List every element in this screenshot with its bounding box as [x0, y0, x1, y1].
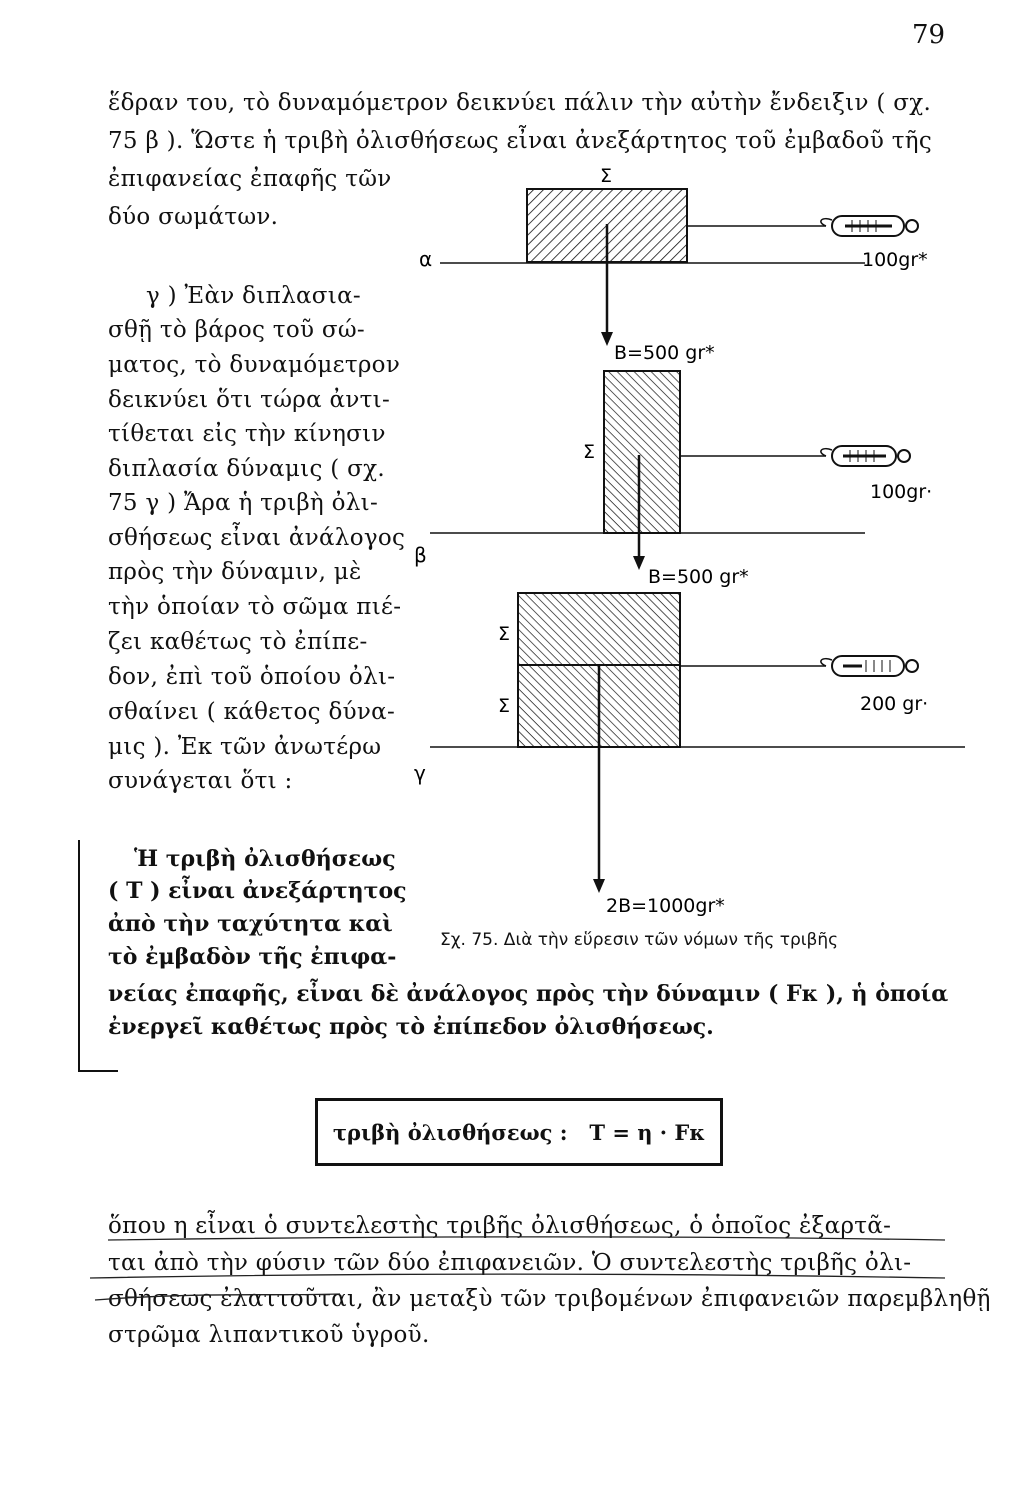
note-line: στρῶμα λιπαντικοῦ ὑγροῦ. — [108, 1322, 430, 1348]
figure-caption: Σχ. 75. Διὰ τὴν εὕρεσιν τῶν νόμων τῆς τριβῆς — [440, 930, 839, 950]
note-line: ται ἀπὸ τὴν φύσιν τῶν δύο ἐπιφανειῶν. Ὁ συντελεστὴς τριβῆς ὀλι- — [108, 1250, 912, 1276]
gamma-line: 75 γ ) Ἄρα ἡ τριβὴ ὀλι- — [108, 490, 379, 516]
gamma-line: σθήσεως εἶναι ἀνάλογος — [108, 525, 406, 551]
sigma-label-b: Σ — [583, 441, 596, 463]
gamma-line: δον, ἐπὶ τοῦ ὁποίου ὀλι- — [108, 664, 396, 690]
gamma-line: μις ). Ἐκ τῶν ἀνωτέρω — [108, 734, 382, 760]
intro-line: 75 β ). Ὥστε ἡ τριβὴ ὀλισθήσεως εἶναι ἀνεξάρτητος τοῦ ἐμβαδοῦ τῆς — [108, 128, 932, 154]
weight-label-b: B=500 gr* — [648, 566, 749, 588]
reading-c: 200 gr· — [860, 693, 929, 715]
weight-label-a: B=500 gr* — [614, 342, 715, 364]
sigma-label-a: Σ — [600, 165, 613, 187]
page-number: 79 — [912, 20, 946, 50]
reading-a: 100gr* — [862, 249, 928, 271]
label-alpha: α — [419, 247, 433, 271]
gamma-line: γ ) Ἐὰν διπλασια- — [146, 283, 361, 309]
gamma-line: σθῇ τὸ βάρος τοῦ σώ- — [108, 317, 366, 343]
gamma-line: δεικνύει ὅτι τώρα ἀντι- — [108, 387, 391, 413]
formula: τριβὴ ὀλισθήσεως : T = η · Fκ — [332, 1119, 706, 1145]
gamma-line: τίθεται εἰς τὴν κίνησιν — [108, 421, 386, 447]
law-line: τὸ ἐμβαδὸν τῆς ἐπιφα- — [108, 944, 397, 970]
label-beta: β — [414, 543, 427, 567]
note-line: σθήσεως ἐλαττοῦται, ἂν μεταξὺ τῶν τριβομένων ἐπιφανειῶν παρεμβληθῇ — [108, 1286, 991, 1312]
gamma-line: πρὸς τὴν δύναμιν, μὲ — [108, 559, 362, 585]
intro-line: δύο σωμάτων. — [108, 204, 279, 230]
gamma-line: σθαίνει ( κάθετος δύνα- — [108, 699, 396, 725]
note-line: ὅπου η εἶναι ὁ συντελεστὴς τριβῆς ὀλισθήσεως, ὁ ὁποῖος ἐξαρτᾶ- — [108, 1213, 892, 1239]
law-line: νείας ἐπαφῆς, εἶναι δὲ ἀνάλογος πρὸς τὴν δύναμιν ( Fκ ), ἡ ὁποία — [108, 981, 949, 1007]
gamma-line: συνάγεται ὅτι : — [108, 768, 293, 794]
reading-b: 100gr· — [870, 481, 933, 503]
gamma-line: τὴν ὁποίαν τὸ σῶμα πιέ- — [108, 594, 402, 620]
gamma-line: ζει καθέτως τὸ ἐπίπε- — [108, 629, 368, 655]
intro-line: ἐπιφανείας ἐπαφῆς τῶν — [108, 166, 392, 192]
law-line: ἐνεργεῖ καθέτως πρὸς τὸ ἐπίπεδον ὀλισθήσεως. — [108, 1014, 714, 1040]
weight-label-c: 2B=1000gr* — [606, 895, 725, 917]
law-line: ἀπὸ τὴν ταχύτητα καὶ — [108, 911, 393, 937]
sigma-label-c-bottom: Σ — [498, 695, 511, 717]
gamma-line: ματος, τὸ δυναμόμετρον — [108, 352, 401, 378]
label-gamma: γ — [414, 761, 426, 785]
law-line: ( Τ ) εἶναι ἀνεξάρτητος — [108, 878, 407, 904]
gamma-line: διπλασία δύναμις ( σχ. — [108, 456, 385, 482]
law-line: Ἡ τριβὴ ὀλισθήσεως — [134, 846, 396, 872]
sigma-label-c-top: Σ — [498, 623, 511, 645]
intro-line: ἕδραν του, τὸ δυναμόμετρον δεικνύει πάλιν τὴν αὐτὴν ἔνδειξιν ( σχ. — [108, 90, 932, 116]
